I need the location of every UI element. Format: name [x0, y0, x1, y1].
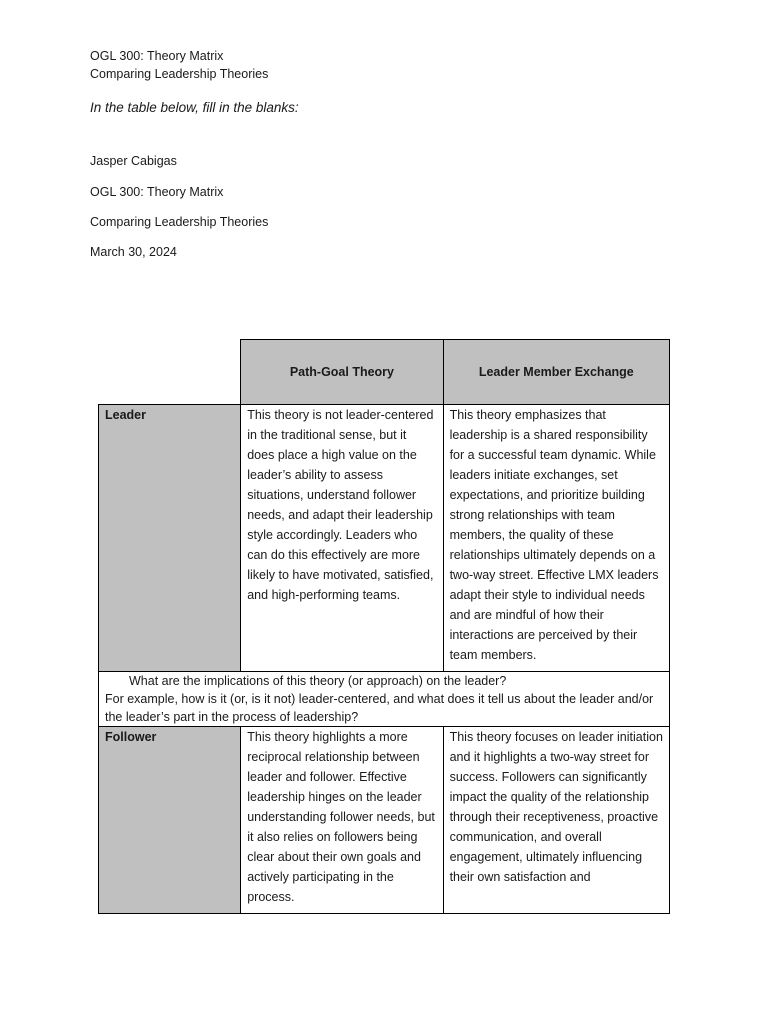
empty-corner-cell: [99, 340, 241, 405]
cell-text: This theory focuses on leader initiation and it highlights a two-way street for success. Followers can significantly impact the quality of the relationship through their receptiveness, proactive communication, and overall engagement, ultimately influencing their own satisfaction and: [449, 730, 663, 884]
cell-text: This theory is not leader-centered in the traditional sense, but it does place a high value on the leader’s ability to assess situations, understand follower needs, and adapt their leadership style accordingly. Leaders who can do this effectively are more likely to have motivated, satisfied, and high-performing teams.: [247, 408, 434, 602]
column-header-lmx: Leader Member Exchange: [443, 340, 669, 405]
header-subtitle: Comparing Leadership Theories: [90, 67, 269, 81]
table-row-implications: [99, 672, 670, 727]
row-label-follower: Follower: [99, 727, 241, 914]
cell-text: This theory highlights a more reciprocal relationship between leader and follower. Effective leadership hinges on the leader understanding follower needs, but it also relies on followers being clear about their own goals and actively participating in the process.: [247, 730, 435, 904]
row-label-leader: Leader: [99, 405, 241, 672]
table-row-follower: [99, 727, 670, 914]
table-header-row: [99, 340, 670, 405]
student-name: Jasper Cabigas: [90, 154, 177, 168]
implications-question: What are the implications of this theory (or approach) on the leader?: [129, 674, 507, 688]
cell-leader-path-goal: [241, 405, 443, 672]
implications-prompt-cell: [99, 672, 670, 727]
table-row-leader: [99, 405, 670, 672]
instruction-text: In the table below, fill in the blanks:: [90, 100, 299, 115]
cell-follower-lmx: [443, 727, 669, 914]
submission-date: March 30, 2024: [90, 245, 177, 259]
header-course: OGL 300: Theory Matrix: [90, 49, 224, 63]
implications-example: For example, how is it (or, is it not) leader-centered, and what does it tell us about the leader and/or the leader’s part in the process of leadership?: [105, 692, 654, 724]
column-header-path-goal: Path-Goal Theory: [241, 340, 443, 405]
theory-matrix-table: [98, 339, 670, 914]
assignment-title: Comparing Leadership Theories: [90, 215, 269, 229]
cell-leader-lmx: [443, 405, 669, 672]
cell-text: This theory emphasizes that leadership is a shared responsibility for a successful team dynamic. While leaders initiate exchanges, set expectations, and prioritize building strong relationships with team members, the quality of these relationships ultimately depends on a two-way street. Effective LMX leaders adapt their style to individual needs and are mindful of how their interactions are perceived by their team members.: [449, 408, 659, 662]
cell-follower-path-goal: [241, 727, 443, 914]
course-title: OGL 300: Theory Matrix: [90, 185, 224, 199]
